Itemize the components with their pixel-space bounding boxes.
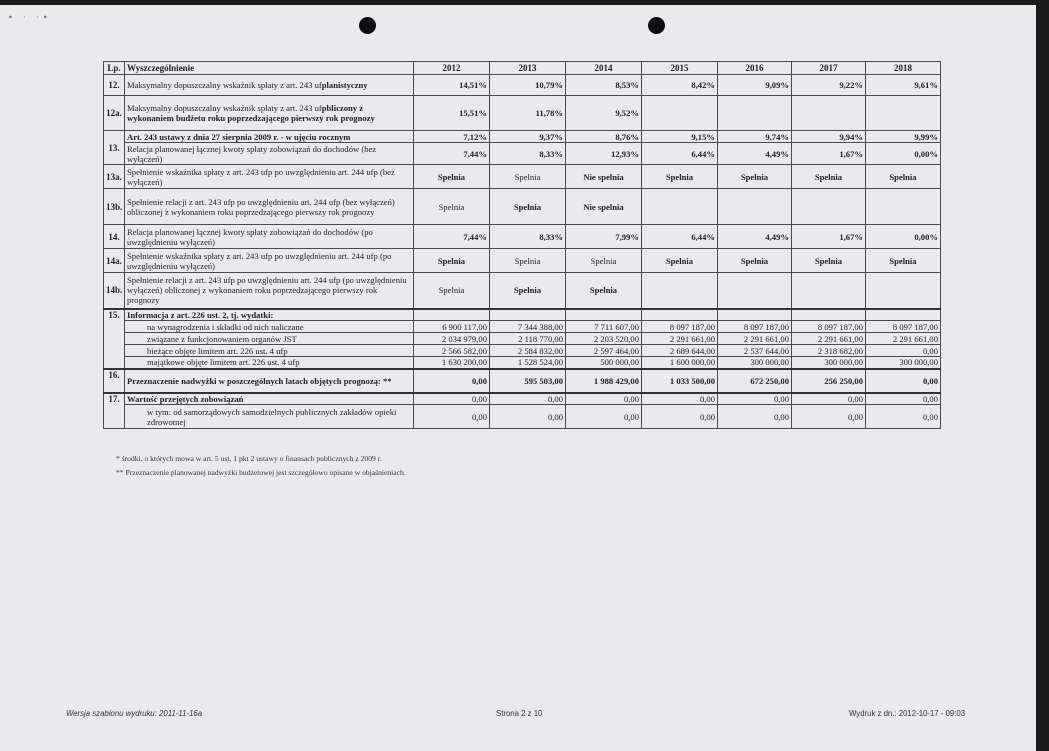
cell bbox=[718, 273, 792, 309]
table-row bbox=[104, 369, 941, 393]
cell: 7 711 607,00 bbox=[566, 321, 642, 333]
cell: 14,51% bbox=[414, 75, 490, 96]
cell: 0,00 bbox=[566, 405, 642, 429]
punch-hole-left bbox=[359, 17, 376, 34]
cell: 2 597 464,00 bbox=[566, 345, 642, 357]
table-row bbox=[104, 96, 941, 131]
cell: 0,00 bbox=[642, 393, 718, 405]
desc-part: Maksymalny dopuszczalny wskaźnik spłaty z art. 243 uf bbox=[127, 103, 322, 113]
cell bbox=[642, 309, 718, 321]
col-year: 2017 bbox=[792, 62, 866, 75]
cell: Spelnia bbox=[490, 189, 566, 225]
cell: 9,99% bbox=[866, 131, 941, 143]
cell: Spelnia bbox=[414, 273, 490, 309]
table-row bbox=[104, 357, 941, 369]
cell: 8,53% bbox=[566, 75, 642, 96]
cell: 1,67% bbox=[792, 225, 866, 249]
cell: 2 318 682,00 bbox=[792, 345, 866, 357]
cell: Spelnia bbox=[566, 249, 642, 273]
cell: Spelnia bbox=[718, 249, 792, 273]
cell: 9,09% bbox=[718, 75, 792, 96]
desc-bold-part: pbliczony z wykonaniem budżetu roku poprzedzającego pierwszy rok prognozy bbox=[127, 103, 375, 123]
cell: 10,79% bbox=[490, 75, 566, 96]
cell: 0,00 bbox=[566, 393, 642, 405]
cell: 300 000,00 bbox=[792, 357, 866, 369]
row-description: Relacja planowanej łącznej kwoty spłaty zobowiązań do dochodów (po uwzględnieniu wyłączeń) bbox=[125, 225, 414, 249]
cell bbox=[866, 96, 941, 131]
cell: 7 344 388,00 bbox=[490, 321, 566, 333]
cell: 1 600 000,00 bbox=[642, 357, 718, 369]
table-row bbox=[104, 321, 941, 333]
table-row bbox=[104, 333, 941, 345]
row-number: 15. bbox=[104, 309, 125, 369]
col-year: 2012 bbox=[414, 62, 490, 75]
cell: 595 503,00 bbox=[490, 369, 566, 393]
table-row bbox=[104, 189, 941, 225]
cell: 2 118 770,00 bbox=[490, 333, 566, 345]
row-description: Przeznaczenie nadwyżki w poszczególnych latach objętych prognozą: ** bbox=[125, 369, 414, 393]
row-description: majątkowe objęte limitem art. 226 ust. 4 ufp bbox=[125, 357, 414, 369]
cell: 2 584 832,00 bbox=[490, 345, 566, 357]
row-description: w tym: od samorządowych samodzielnych publicznych zakładów opieki zdrowotnej bbox=[125, 405, 414, 429]
col-year: 2014 bbox=[566, 62, 642, 75]
cell: 672 250,00 bbox=[718, 369, 792, 393]
cell: 9,94% bbox=[792, 131, 866, 143]
cell: 7,12% bbox=[414, 131, 490, 143]
table-row bbox=[104, 249, 941, 273]
cell: 6 900 117,00 bbox=[414, 321, 490, 333]
cell bbox=[866, 189, 941, 225]
row-description: Wartość przejętych zobowiązań bbox=[125, 393, 414, 405]
cell: 8,76% bbox=[566, 131, 642, 143]
punch-hole-right bbox=[648, 17, 665, 34]
cell: 8 097 187,00 bbox=[792, 321, 866, 333]
cell: Spelnia bbox=[490, 165, 566, 189]
print-date: Wydruk z dn.: 2012-10-17 - 09:03 bbox=[849, 709, 966, 718]
cell bbox=[642, 273, 718, 309]
cell: 4,49% bbox=[718, 225, 792, 249]
row-number: 17. bbox=[104, 393, 125, 429]
cell bbox=[718, 309, 792, 321]
cell bbox=[792, 189, 866, 225]
cell: 2 566 582,00 bbox=[414, 345, 490, 357]
cell: Spelnia bbox=[414, 249, 490, 273]
cell: 1 528 524,00 bbox=[490, 357, 566, 369]
desc-part: Maksymalny dopuszczalny wskaźnik spłaty z art. 243 uf bbox=[127, 80, 322, 90]
cell bbox=[792, 309, 866, 321]
cell: Spelnia bbox=[490, 273, 566, 309]
row-number: 14a. bbox=[104, 249, 125, 273]
cell: 500 000,00 bbox=[566, 357, 642, 369]
table-row bbox=[104, 131, 941, 143]
cell: Spelnia bbox=[792, 249, 866, 273]
cell: 0,00 bbox=[866, 369, 941, 393]
cell: 9,74% bbox=[718, 131, 792, 143]
header-row bbox=[104, 62, 941, 75]
cell: 0,00 bbox=[642, 405, 718, 429]
scan-specks: • · ·• bbox=[8, 13, 52, 22]
col-lp: Lp. bbox=[104, 62, 125, 75]
row-description bbox=[125, 75, 414, 96]
cell: 11,78% bbox=[490, 96, 566, 131]
cell: 9,22% bbox=[792, 75, 866, 96]
cell: 12,93% bbox=[566, 143, 642, 165]
row-description bbox=[125, 96, 414, 131]
cell: 2 203 520,00 bbox=[566, 333, 642, 345]
cell: 2 291 661,00 bbox=[792, 333, 866, 345]
cell: 2 689 644,00 bbox=[642, 345, 718, 357]
cell: 1 033 500,00 bbox=[642, 369, 718, 393]
cell bbox=[566, 309, 642, 321]
footnote-2: ** Przeznaczenie planowanej nadwyżki budżetowej jest szczegółowo opisane w objaśnieniach. bbox=[116, 468, 406, 477]
cell: 9,15% bbox=[642, 131, 718, 143]
cell bbox=[866, 309, 941, 321]
row-number: 13. bbox=[104, 131, 125, 165]
cell bbox=[792, 273, 866, 309]
cell: 1,67% bbox=[792, 143, 866, 165]
row-description: Informacja z art. 226 ust. 2, tj. wydatki: bbox=[125, 309, 414, 321]
cell: 9,52% bbox=[566, 96, 642, 131]
table-row bbox=[104, 165, 941, 189]
cell: 0,00 bbox=[718, 393, 792, 405]
row-number: 13a. bbox=[104, 165, 125, 189]
cell: 0,00 bbox=[866, 345, 941, 357]
cell: 15,51% bbox=[414, 96, 490, 131]
row-number: 16. bbox=[104, 369, 125, 393]
cell: Spelnia bbox=[490, 249, 566, 273]
cell: Spelnia bbox=[414, 189, 490, 225]
col-year: 2015 bbox=[642, 62, 718, 75]
cell: Nie spelnia bbox=[566, 165, 642, 189]
row-number: 14. bbox=[104, 225, 125, 249]
cell: 0,00 bbox=[414, 405, 490, 429]
table-row bbox=[104, 309, 941, 321]
cell: 1 630 200,00 bbox=[414, 357, 490, 369]
col-year: 2016 bbox=[718, 62, 792, 75]
cell: 0,00% bbox=[866, 143, 941, 165]
row-description: na wynagrodzenia i składki od nich naliczane bbox=[125, 321, 414, 333]
row-number: 14b. bbox=[104, 273, 125, 309]
footnote-1: * środki, o których mowa w art. 5 ust. 1 pkt 2 ustawy o finansach publicznych z 2009 r. bbox=[116, 454, 382, 463]
cell bbox=[718, 96, 792, 131]
col-year: 2013 bbox=[490, 62, 566, 75]
cell bbox=[414, 309, 490, 321]
cell bbox=[642, 189, 718, 225]
cell: 7,44% bbox=[414, 143, 490, 165]
row-number: 13b. bbox=[104, 189, 125, 225]
cell: 8,33% bbox=[490, 225, 566, 249]
cell: Spelnia bbox=[866, 249, 941, 273]
row-description: bieżące objęte limitem art. 226 ust. 4 ufp bbox=[125, 345, 414, 357]
cell: 0,00 bbox=[718, 405, 792, 429]
cell: Nie spelnia bbox=[566, 189, 642, 225]
cell: 0,00 bbox=[866, 393, 941, 405]
financial-forecast-table bbox=[103, 61, 941, 429]
cell: 300 000,00 bbox=[866, 357, 941, 369]
row-description: Spełnienie relacji z art. 243 ufp po uwzględnieniu art. 244 ufp (bez wyłączeń) obliczonej z wykonaniem roku poprzedzającego pierwszy rok prognozy bbox=[125, 189, 414, 225]
row-description: Art. 243 ustawy z dnia 27 sierpnia 2009 r. - w ujęciu rocznym bbox=[125, 131, 414, 143]
cell: 0,00 bbox=[490, 405, 566, 429]
cell bbox=[718, 189, 792, 225]
template-version: Wersja szablonu wydruku: 2011-11-16a bbox=[66, 709, 203, 718]
cell: 8 097 187,00 bbox=[866, 321, 941, 333]
cell bbox=[866, 273, 941, 309]
cell: 8 097 187,00 bbox=[642, 321, 718, 333]
cell: 8,42% bbox=[642, 75, 718, 96]
row-description: Relacja planowanej łącznej kwoty spłaty zobowiązań do dochodów (bez wyłączeń) bbox=[125, 143, 414, 165]
cell: 0,00 bbox=[792, 405, 866, 429]
cell: 7,99% bbox=[566, 225, 642, 249]
row-number: 12. bbox=[104, 75, 125, 96]
cell: 2 291 661,00 bbox=[866, 333, 941, 345]
cell: 8 097 187,00 bbox=[718, 321, 792, 333]
desc-bold-part: planistyczny bbox=[321, 80, 368, 90]
cell: 0,00% bbox=[866, 225, 941, 249]
cell: 2 291 661,00 bbox=[718, 333, 792, 345]
cell: 256 250,00 bbox=[792, 369, 866, 393]
cell: 300 000,00 bbox=[718, 357, 792, 369]
cell: Spelnia bbox=[414, 165, 490, 189]
table-row bbox=[104, 273, 941, 309]
col-description: Wyszczególnienie bbox=[125, 62, 414, 75]
cell: 9,37% bbox=[490, 131, 566, 143]
cell bbox=[642, 96, 718, 131]
cell: Spelnia bbox=[566, 273, 642, 309]
row-description: związane z funkcjonowaniem organów JST bbox=[125, 333, 414, 345]
cell: 6,44% bbox=[642, 143, 718, 165]
cell: 6,44% bbox=[642, 225, 718, 249]
table-row bbox=[104, 345, 941, 357]
cell: 2 034 979,00 bbox=[414, 333, 490, 345]
cell: 7,44% bbox=[414, 225, 490, 249]
cell: 4,49% bbox=[718, 143, 792, 165]
cell: Spelnia bbox=[642, 165, 718, 189]
cell bbox=[490, 309, 566, 321]
cell: 0,00 bbox=[490, 393, 566, 405]
table-row bbox=[104, 393, 941, 405]
cell: Spelnia bbox=[792, 165, 866, 189]
row-description: Spełnienie wskaźnika spłaty z art. 243 ufp po uwzględnieniu art. 244 ufp (bez wyłączeń) bbox=[125, 165, 414, 189]
page-number: Strona 2 z 10 bbox=[496, 709, 543, 718]
cell: 9,61% bbox=[866, 75, 941, 96]
row-number: 12a. bbox=[104, 96, 125, 131]
table-row bbox=[104, 75, 941, 96]
cell: 0,00 bbox=[866, 405, 941, 429]
col-year: 2018 bbox=[866, 62, 941, 75]
cell: Spelnia bbox=[718, 165, 792, 189]
cell: 0,00 bbox=[414, 369, 490, 393]
table-row bbox=[104, 143, 941, 165]
cell: Spelnia bbox=[642, 249, 718, 273]
cell: 2 291 661,00 bbox=[642, 333, 718, 345]
cell: 0,00 bbox=[792, 393, 866, 405]
table-row bbox=[104, 225, 941, 249]
row-description: Spełnienie wskaźnika spłaty z art. 243 ufp po uwzględnieniu art. 244 ufp (po uwzględnieniu wyłączeń) bbox=[125, 249, 414, 273]
cell: 8,33% bbox=[490, 143, 566, 165]
cell: Spelnia bbox=[866, 165, 941, 189]
cell: 1 988 429,00 bbox=[566, 369, 642, 393]
cell bbox=[792, 96, 866, 131]
row-description: Spełnienie relacji z art. 243 ufp po uwzględnieniu art. 244 ufp (po uwzględnieniu wyłączeń) obliczonej z wykonaniem roku poprzedzającego pierwszy rok prognozy bbox=[125, 273, 414, 309]
cell: 0,00 bbox=[414, 393, 490, 405]
table-row bbox=[104, 405, 941, 429]
cell: 2 537 644,00 bbox=[718, 345, 792, 357]
